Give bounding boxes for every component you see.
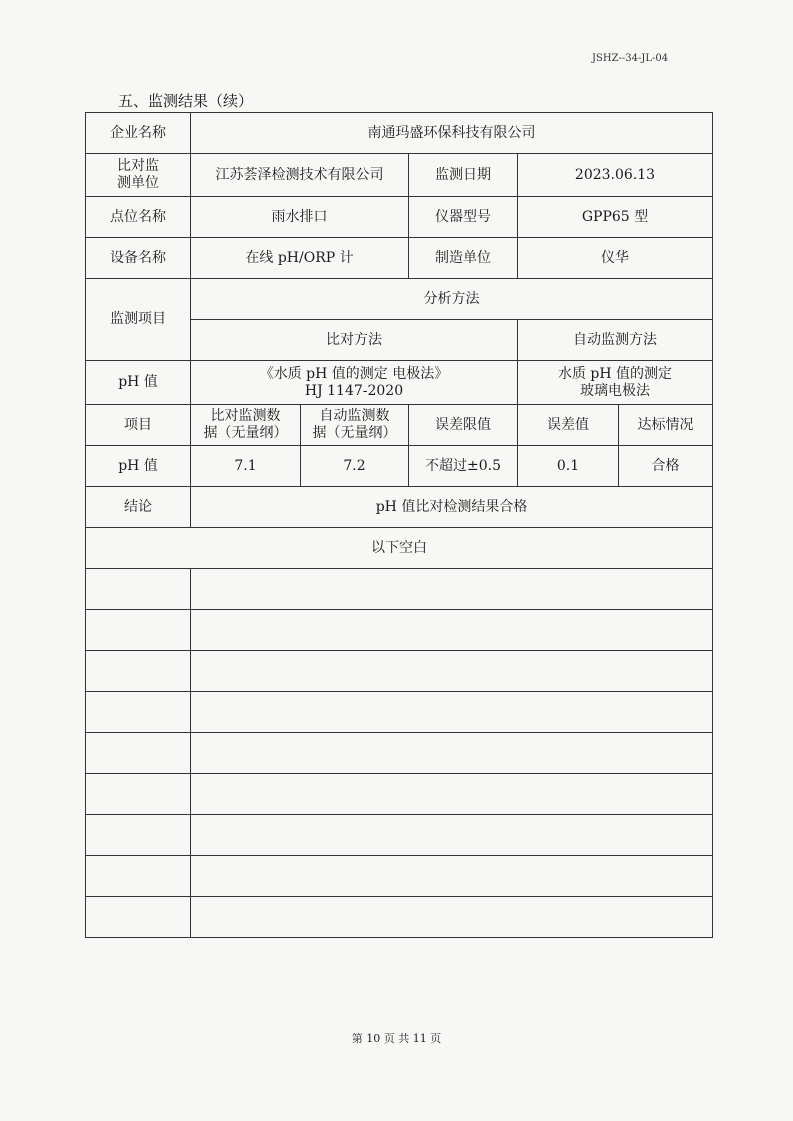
blank-row [86, 897, 713, 938]
blank-cell [191, 815, 713, 856]
row-item: pH 值 [86, 446, 191, 487]
section-title: 五、监测结果（续） [118, 92, 254, 110]
blank-cell [191, 733, 713, 774]
row-compare-data: 7.1 [191, 446, 301, 487]
blank-cell [86, 774, 191, 815]
point-value: 雨水排口 [191, 197, 409, 238]
blank-cell [191, 651, 713, 692]
conclusion-value: pH 值比对检测结果合格 [191, 487, 713, 528]
blank-cell [86, 733, 191, 774]
row-auto-data: 7.2 [301, 446, 409, 487]
analysis-method-label: 分析方法 [191, 279, 713, 320]
blank-row [86, 774, 713, 815]
blank-row [86, 569, 713, 610]
col-error-header: 误差值 [518, 405, 619, 446]
blank-row [86, 651, 713, 692]
company-value: 南通玛盛环保科技有限公司 [191, 113, 713, 154]
conclusion-label: 结论 [86, 487, 191, 528]
blank-cell [191, 610, 713, 651]
auto-method-value: 水质 pH 值的测定 玻璃电极法 [518, 361, 713, 405]
monitor-date-label: 监测日期 [409, 154, 518, 197]
compare-unit-label: 比对监 测单位 [86, 154, 191, 197]
blank-cell [86, 569, 191, 610]
blank-cell [86, 897, 191, 938]
auto-method-label: 自动监测方法 [518, 320, 713, 361]
blank-cell [191, 774, 713, 815]
row-error: 0.1 [518, 446, 619, 487]
blank-cell [86, 692, 191, 733]
monitor-date-value: 2023.06.13 [518, 154, 713, 197]
blank-cell [191, 569, 713, 610]
point-label: 点位名称 [86, 197, 191, 238]
blank-cell [86, 651, 191, 692]
device-value: 在线 pH/ORP 计 [191, 238, 409, 279]
blank-cell [191, 692, 713, 733]
blank-cell [191, 856, 713, 897]
model-label: 仪器型号 [409, 197, 518, 238]
row-status: 合格 [619, 446, 713, 487]
col-compare-data-header: 比对监测数 据（无量纲） [191, 405, 301, 446]
company-label: 企业名称 [86, 113, 191, 154]
blank-row [86, 692, 713, 733]
compare-method-label: 比对方法 [191, 320, 518, 361]
blank-cell [191, 897, 713, 938]
compare-unit-value: 江苏荟泽检测技术有限公司 [191, 154, 409, 197]
item-label: 监测项目 [86, 279, 191, 361]
document-code: JSHZ--34-JL-04 [592, 53, 669, 64]
page-number: 第 10 页 共 11 页 [351, 1032, 442, 1045]
ph-label: pH 值 [86, 361, 191, 405]
col-limit-header: 误差限值 [409, 405, 518, 446]
blank-cell [86, 815, 191, 856]
monitoring-results-table [85, 112, 713, 938]
device-label: 设备名称 [86, 238, 191, 279]
blank-cell [86, 856, 191, 897]
col-item-header: 项目 [86, 405, 191, 446]
model-value: GPP65 型 [518, 197, 713, 238]
row-limit: 不超过±0.5 [409, 446, 518, 487]
blank-row [86, 610, 713, 651]
blank-row [86, 856, 713, 897]
col-status-header: 达标情况 [619, 405, 713, 446]
blank-note: 以下空白 [86, 528, 713, 569]
maker-label: 制造单位 [409, 238, 518, 279]
blank-row [86, 733, 713, 774]
col-auto-data-header: 自动监测数 据（无量纲） [301, 405, 409, 446]
maker-value: 仪华 [518, 238, 713, 279]
blank-cell [86, 610, 191, 651]
compare-method-value: 《水质 pH 值的测定 电极法》 HJ 1147-2020 [191, 361, 518, 405]
blank-row [86, 815, 713, 856]
